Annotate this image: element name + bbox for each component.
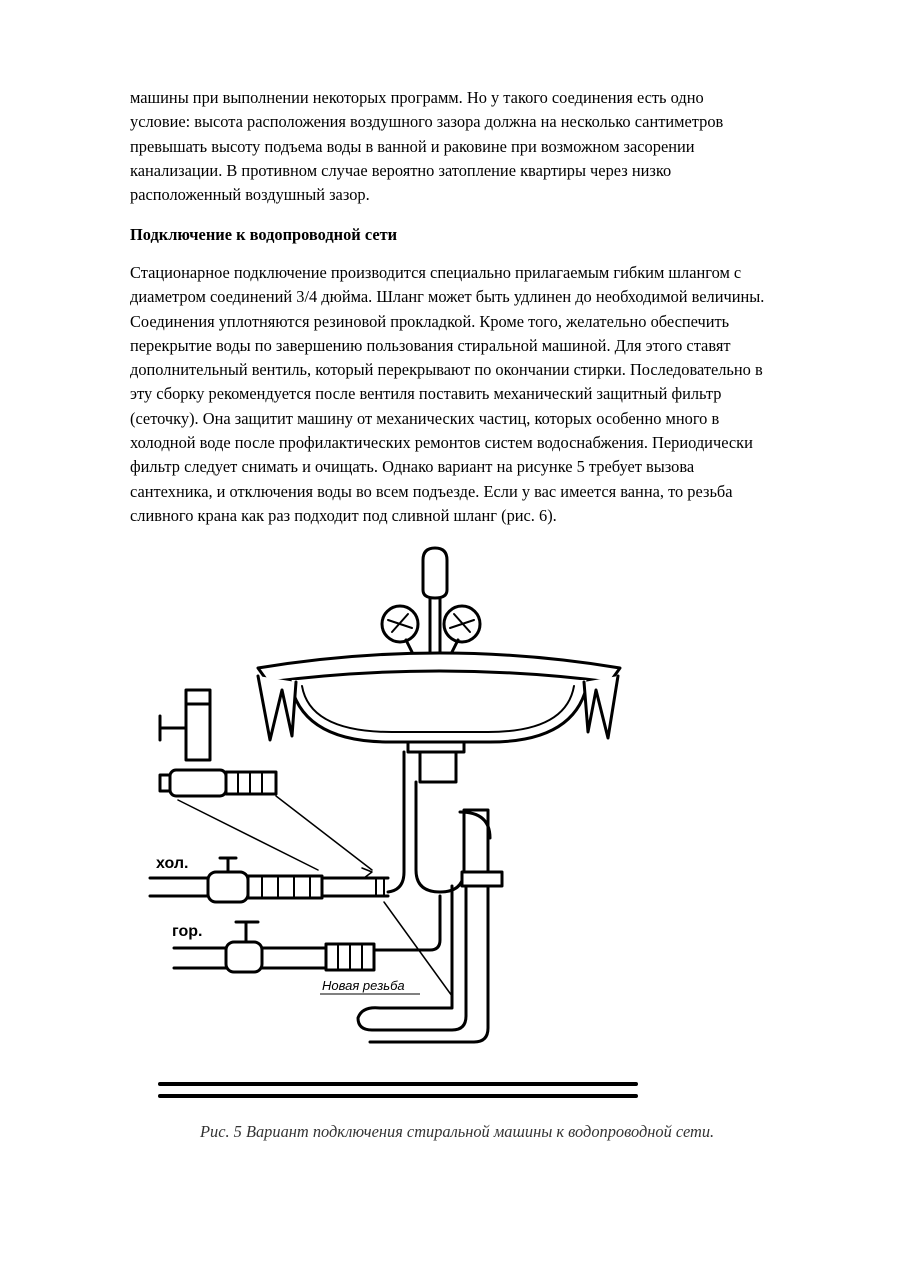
paragraph-air-gap	[130, 86, 850, 207]
wall-valve-icon	[160, 690, 276, 796]
paragraph-water-connection	[130, 261, 850, 528]
plumbing-figure	[130, 540, 670, 1110]
text-line: фильтр следует снимать и очищать. Однако вариант на рисунке 5 требует вызова	[130, 457, 695, 477]
text-line: расположенный воздушный зазор.	[130, 185, 370, 205]
thread-label: Новая резьба	[322, 978, 405, 993]
text-line: Соединения уплотняются резиновой прокладкой. Кроме того, желательно обеспечить	[130, 311, 730, 331]
figure-caption: Рис. 5 Вариант подключения стиральной машины к водопроводной сети.	[200, 1122, 715, 1141]
faucet-icon	[382, 548, 480, 652]
cold-label: хол.	[156, 855, 189, 872]
section-heading: Подключение к водопроводной сети	[130, 225, 398, 244]
text-line: канализации. В противном случае вероятно затопление квартиры через низко	[130, 160, 672, 180]
text-line: (сеточку). Она защитит машину от механических частиц, которых особенно много в	[130, 408, 720, 428]
text-line: дополнительный вентиль, который перекрывают по окончании стирки. Последовательно в	[130, 360, 763, 380]
text-line: условие: высота расположения воздушного зазора должна на несколько сантиметров	[130, 112, 724, 132]
sink-icon	[258, 653, 620, 742]
text-line: сливного крана как раз подходит под сливной шланг (рис. 6).	[130, 505, 557, 525]
text-line: сантехника, и отключения воды во всем подъезде. Если у вас имеется ванна, то резьба	[130, 481, 733, 501]
text-line: машины при выполнении некоторых программ. Но у такого соединения есть одно	[130, 88, 704, 107]
text-line: эту сборку рекомендуется после вентиля поставить механический защитный фильтр	[130, 384, 722, 404]
text-line: холодной воде после профилактических ремонтов систем водоснабжения. Периодически	[130, 433, 753, 453]
text-line: превышать высоту подъема воды в ванной и раковине при возможном засорении	[130, 136, 695, 156]
floor-icon	[160, 1084, 636, 1096]
text-line: Стационарное подключение производится специально прилагаемым гибким шлангом с	[130, 263, 742, 282]
text-line: диаметром соединений 3/4 дюйма. Шланг может быть удлинен до необходимой величины.	[130, 287, 765, 307]
siphon-icon	[358, 742, 502, 1042]
hot-water-line	[174, 896, 440, 972]
hot-label: гор.	[172, 923, 203, 940]
text-line: перекрытие воды по завершению пользования стиральной машиной. Для этого ставят	[130, 335, 731, 355]
